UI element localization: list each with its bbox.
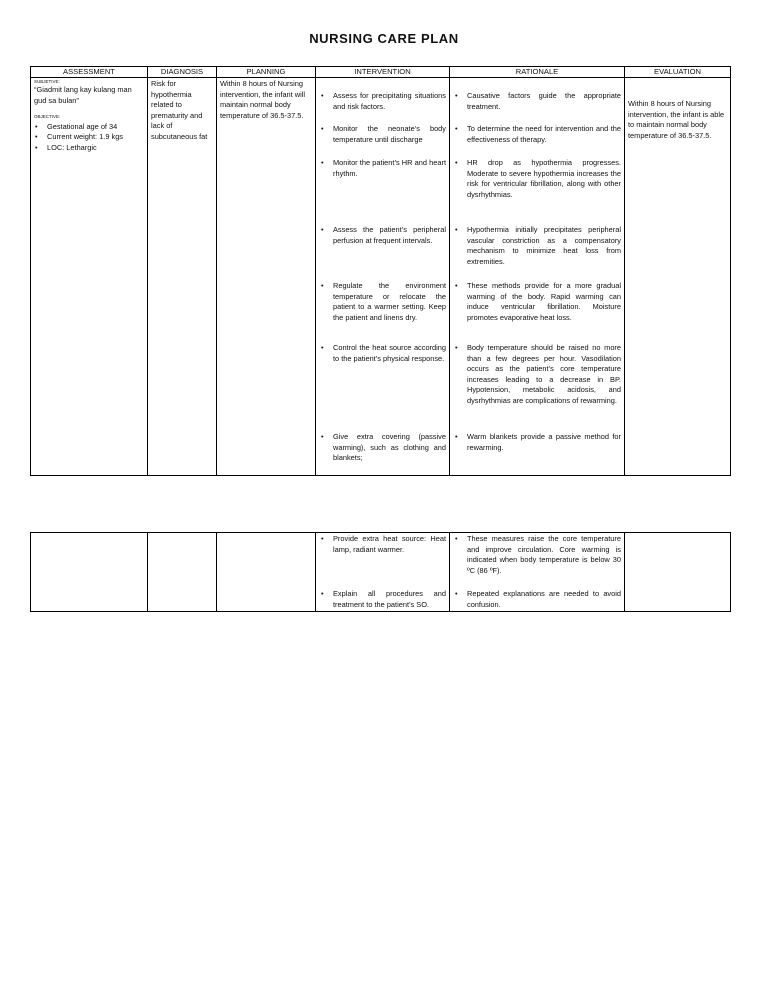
bullet-icon: • xyxy=(321,432,324,441)
bullet-icon: • xyxy=(455,534,458,543)
rationale-item xyxy=(453,225,621,281)
rationale-item xyxy=(453,281,621,343)
evaluation-cell: Within 8 hours of Nursing intervention, the infant is able to maintain normal body temperature of 36.5-37.5. xyxy=(625,78,731,476)
list-item: • Current weight: 1.9 kgs xyxy=(34,132,144,143)
objective-label: OBJECTIVE: xyxy=(34,114,61,120)
care-plan-table xyxy=(30,66,731,476)
intervention-text: Provide extra heat source: Heat lamp, radiant warmer. xyxy=(333,534,446,554)
header-rationale: RATIONALE xyxy=(450,67,625,78)
evaluation-cell xyxy=(625,533,731,612)
rationale-item xyxy=(453,534,621,589)
intervention-text: Explain all procedures and treatment to the patient’s SO. xyxy=(333,589,446,609)
list-item: • LOC: Lethargic xyxy=(34,143,144,154)
rationale-text: These measures raise the core temperature and improve circulation. Core warming is indicated when body temperature is below 30 ºC (86 ºF). xyxy=(467,534,621,575)
intervention-text: Monitor the neonate’s body temperature until discharge xyxy=(333,124,446,144)
rationale-text: These methods provide for a more gradual warming of the body. Rapid warming can induce ventricular fibrillation. Moisture promotes evaporative heat loss. xyxy=(467,281,621,322)
intervention-item xyxy=(319,534,446,589)
subjective-text: “Giadmit lang kay kulang man gud sa bulan” xyxy=(34,85,132,105)
rationale-text: Repeated explanations are needed to avoid confusion. xyxy=(467,589,621,609)
rationale-cell xyxy=(450,533,625,612)
rationale-item xyxy=(453,343,621,432)
rationale-text: To determine the need for intervention and the effectiveness of therapy. xyxy=(467,124,621,144)
intervention-item xyxy=(319,281,446,343)
intervention-item xyxy=(319,589,446,610)
intervention-item xyxy=(319,124,446,158)
rationale-item xyxy=(453,589,621,610)
diagnosis-cell: Risk for hypothermia related to prematurity and lack of subcutaneous fat xyxy=(148,78,217,476)
intervention-item xyxy=(319,91,446,124)
continuation-table xyxy=(30,532,731,612)
header-assessment: ASSESSMENT xyxy=(31,67,148,78)
header-row xyxy=(31,67,731,78)
intervention-text: Control the heat source according to the patient’s physical response. xyxy=(333,343,446,363)
bullet-icon: • xyxy=(455,225,458,234)
table-row xyxy=(31,78,731,476)
intervention-item xyxy=(319,343,446,432)
table-row xyxy=(31,533,731,612)
subjective-label: SUBJETIVE: xyxy=(34,79,60,84)
rationale-cell xyxy=(450,78,625,476)
list-item: • Gestational age of 34 xyxy=(34,122,144,133)
bullet-icon: • xyxy=(455,589,458,598)
bullet-icon: • xyxy=(321,158,324,167)
rationale-text: Warm blankets provide a passive method for rewarming. xyxy=(467,432,621,452)
bullet-icon: • xyxy=(321,281,324,290)
bullet-icon: • xyxy=(321,91,324,100)
intervention-cell xyxy=(316,533,450,612)
rationale-item xyxy=(453,158,621,225)
intervention-text: Assess for precipitating situations and risk factors. xyxy=(333,91,446,111)
assessment-cell xyxy=(31,78,148,476)
intervention-text: Give extra covering (passive warming), such as clothing and blankets; xyxy=(333,432,446,463)
bullet-icon: • xyxy=(321,225,324,234)
header-evaluation: EVALUATION xyxy=(625,67,731,78)
rationale-item xyxy=(453,91,621,124)
rationale-item xyxy=(453,432,621,453)
rationale-item xyxy=(453,124,621,158)
bullet-icon: • xyxy=(455,281,458,290)
header-intervention: INTERVENTION xyxy=(316,67,450,78)
bullet-icon: • xyxy=(321,534,324,543)
bullet-icon: • xyxy=(455,158,458,167)
planning-cell xyxy=(217,533,316,612)
assessment-cell xyxy=(31,533,148,612)
objective-list xyxy=(34,122,144,154)
page-title: NURSING CARE PLAN xyxy=(309,31,459,46)
header-diagnosis: DIAGNOSIS xyxy=(148,67,217,78)
bullet-icon: • xyxy=(455,91,458,100)
diagnosis-cell xyxy=(148,533,217,612)
rationale-text: Body temperature should be raised no more than a few degrees per hour. Vasodilation occurs as the patient’s core temperature increases leading to a decrease in BP. Hypotension, metabolic acidosis, and dysrhythmias are complications of rewarming. xyxy=(467,343,621,405)
bullet-icon: • xyxy=(321,589,324,598)
intervention-text: Assess the patient’s peripheral perfusion at frequent intervals. xyxy=(333,225,446,245)
bullet-icon: • xyxy=(455,432,458,441)
intervention-item xyxy=(319,432,446,464)
header-planning: PLANNING xyxy=(217,67,316,78)
intervention-item xyxy=(319,225,446,281)
rationale-text: Causative factors guide the appropriate treatment. xyxy=(467,91,621,111)
rationale-text: HR drop as hypothermia progresses. Moderate to severe hypothermia increases the risk for ventricular fibrillation, along with other dysrhythmias. xyxy=(467,158,621,199)
planning-cell: Within 8 hours of Nursing intervention, the infant will maintain normal body temperature of 36.5-37.5. xyxy=(217,78,316,476)
bullet-icon: • xyxy=(455,343,458,352)
bullet-icon: • xyxy=(321,343,324,352)
intervention-text: Regulate the environment temperature or relocate the patient to a warmer setting. Keep the patient and linens dry. xyxy=(333,281,446,322)
bullet-icon: • xyxy=(321,124,324,133)
intervention-cell xyxy=(316,78,450,476)
intervention-item xyxy=(319,158,446,225)
bullet-icon: • xyxy=(455,124,458,133)
intervention-text: Monitor the patient’s HR and heart rhythm. xyxy=(333,158,446,178)
rationale-text: Hypothermia initially precipitates peripheral vascular constriction as a compensatory mechanism to minimize heat loss from extremities. xyxy=(467,225,621,266)
